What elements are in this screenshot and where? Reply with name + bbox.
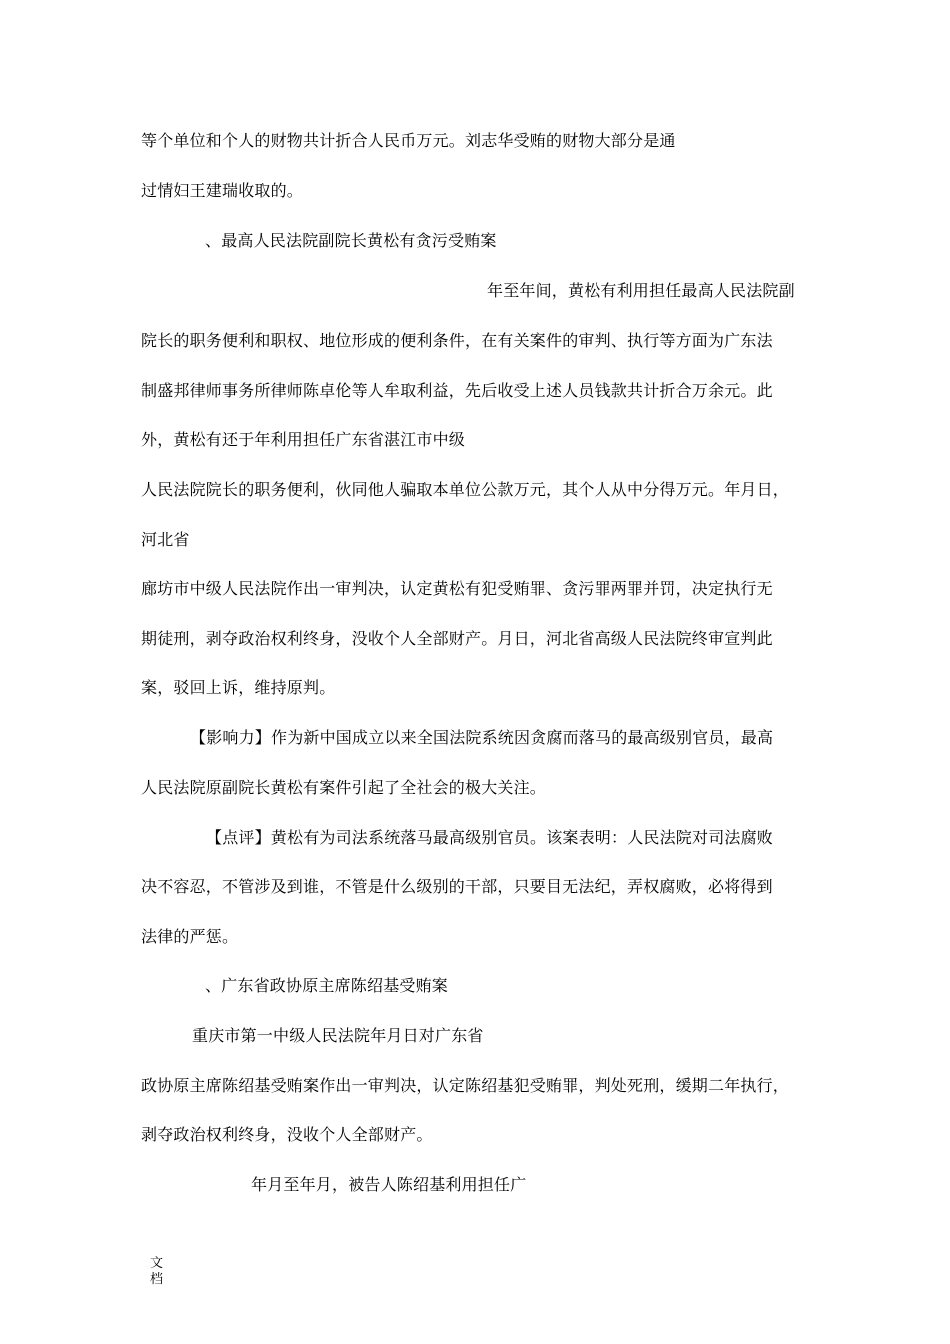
paragraph-line: 年月至年月，被告人陈绍基利用担任广 [251,1175,527,1194]
section-heading: 、最高人民法院副院长黄松有贪污受贿案 [205,231,497,250]
paragraph-line: 年至年间，黄松有利用担任最高人民法院副 [487,281,795,300]
footer-mark: 文 [150,1256,164,1271]
paragraph-line: 过情妇王建瑞收取的。 [141,181,304,200]
paragraph-line: 期徒刑，剥夺政治权利终身，没收个人全部财产。月日，河北省高级人民法院终审宣判此 [141,629,773,648]
paragraph-line: 河北省 [141,530,190,549]
paragraph-line: 等个单位和个人的财物共计折合人民币万元。刘志华受贿的财物大部分是通 [141,131,676,150]
paragraph-line: 法律的严惩。 [141,927,239,946]
paragraph-line: 人民法院院长的职务便利，伙同他人骗取本单位公款万元，其个人从中分得万元。年月日， [141,480,790,499]
paragraph-line: 案，驳回上诉，维持原判。 [141,678,336,697]
paragraph-line: 院长的职务便利和职权、地位形成的便利条件，在有关案件的审判、执行等方面为广东法 [141,331,773,350]
section-heading: 、广东省政协原主席陈绍基受贿案 [205,976,449,995]
paragraph-line: 决不容忍，不管涉及到谁，不管是什么级别的干部，只要目无法纪，弄权腐败，必将得到 [141,877,773,896]
paragraph-line: 剥夺政治权利终身，没收个人全部财产。 [141,1125,433,1144]
comment-paragraph: 【点评】黄松有为司法系统落马最高级别官员。该案表明：人民法院对司法腐败 [206,828,774,847]
paragraph-line: 外，黄松有还于年利用担任广东省湛江市中级 [141,430,466,449]
paragraph-line: 制盛邦律师事务所律师陈卓伦等人牟取利益，先后收受上述人员钱款共计折合万余元。此 [141,381,773,400]
paragraph-line: 人民法院原副院长黄松有案件引起了全社会的极大关注。 [141,778,547,797]
paragraph-line: 政协原主席陈绍基受贿案作出一审判决，认定陈绍基犯受贿罪，判处死刑，缓期二年执行， [141,1076,790,1095]
footer-mark: 档 [150,1272,164,1287]
paragraph-line: 廊坊市中级人民法院作出一审判决，认定黄松有犯受贿罪、贪污罪两罪并罚，决定执行无 [141,579,773,598]
influence-paragraph: 【影响力】作为新中国成立以来全国法院系统因贪腐而落马的最高级别官员，最高 [190,728,774,747]
paragraph-line: 重庆市第一中级人民法院年月日对广东省 [192,1026,484,1045]
